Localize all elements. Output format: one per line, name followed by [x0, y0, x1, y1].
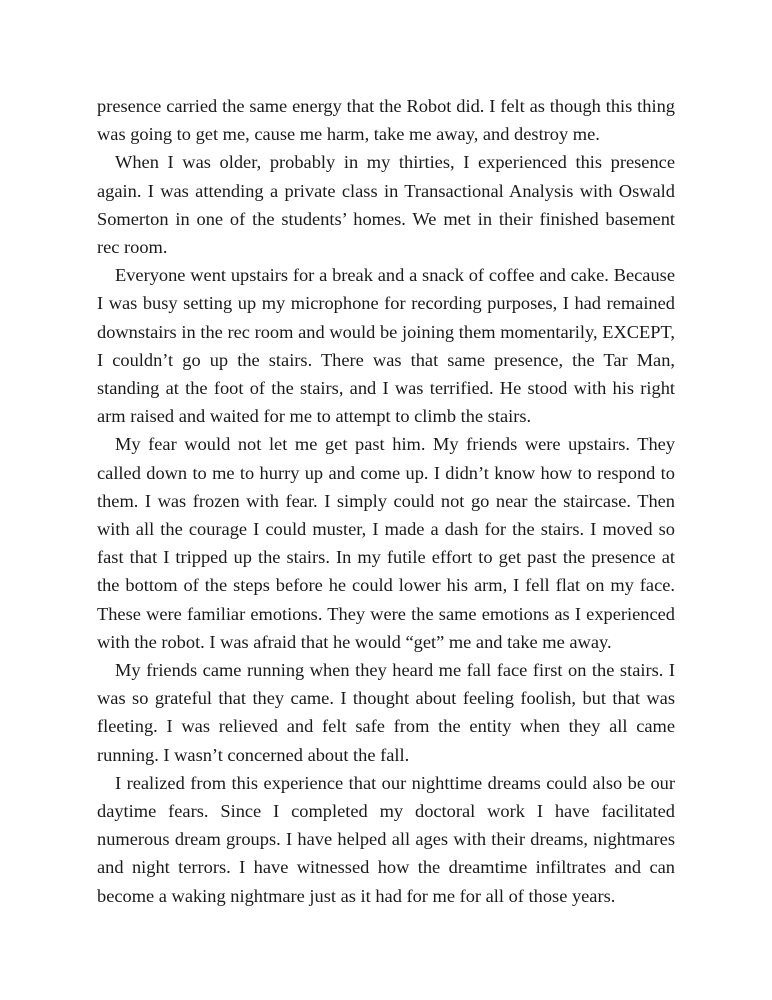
paragraph-4: My fear would not let me get past him. My friends were upstairs. They called down to me to hurry up and come up. I didn’t know how to respond to them. I was frozen with fear. I simply could not go near the staircase. Then with all the courage I could muster, I made a dash for the stairs. I moved so fast that I tripped up the stairs. In my futile effort to get past the presence at the bottom of the steps before he could lower his arm, I fell flat on my face. These were familiar emotions. They were the same emotions as I experienced with the robot. I was afraid that he would “get” me and take me away.	[97, 434, 675, 652]
page-body	[97, 92, 675, 910]
paragraph-5: My friends came running when they heard me fall face first on the stairs. I was so grateful that they came. I thought about feeling foolish, but that was fleeting. I was relieved and felt safe from the entity when they all came running. I wasn’t concerned about the fall.	[97, 660, 675, 765]
paragraph-6: I realized from this experience that our nighttime dreams could also be our daytime fears. Since I completed my doctoral work I have facilitated numerous dream groups. I have helped all ages with their dreams, nightmares and night terrors. I have witnessed how the dreamtime infiltrates and can become a waking nightmare just as it had for me for all of those years.	[97, 772, 675, 906]
paragraph-3: Everyone went upstairs for a break and a snack of coffee and cake. Because I was busy setting up my microphone for recording purposes, I had remained downstairs in the rec room and would be joining them momentarily, EXCEPT, I couldn’t go up the stairs. There was that same presence, the Tar Man, standing at the foot of the stairs, and I was terrified. He stood with his right arm raised and waited for me to attempt to climb the stairs.	[97, 265, 675, 427]
paragraph-2: When I was older, probably in my thirties, I experienced this presence again. I was attending a private class in Transactional Analysis with Oswald Somerton in one of the students’ homes. We met in their finished basement rec room.	[97, 152, 675, 258]
paragraph-1: presence carried the same energy that the Robot did. I felt as though this thing was going to get me, cause me harm, take me away, and destroy me.	[97, 96, 675, 145]
